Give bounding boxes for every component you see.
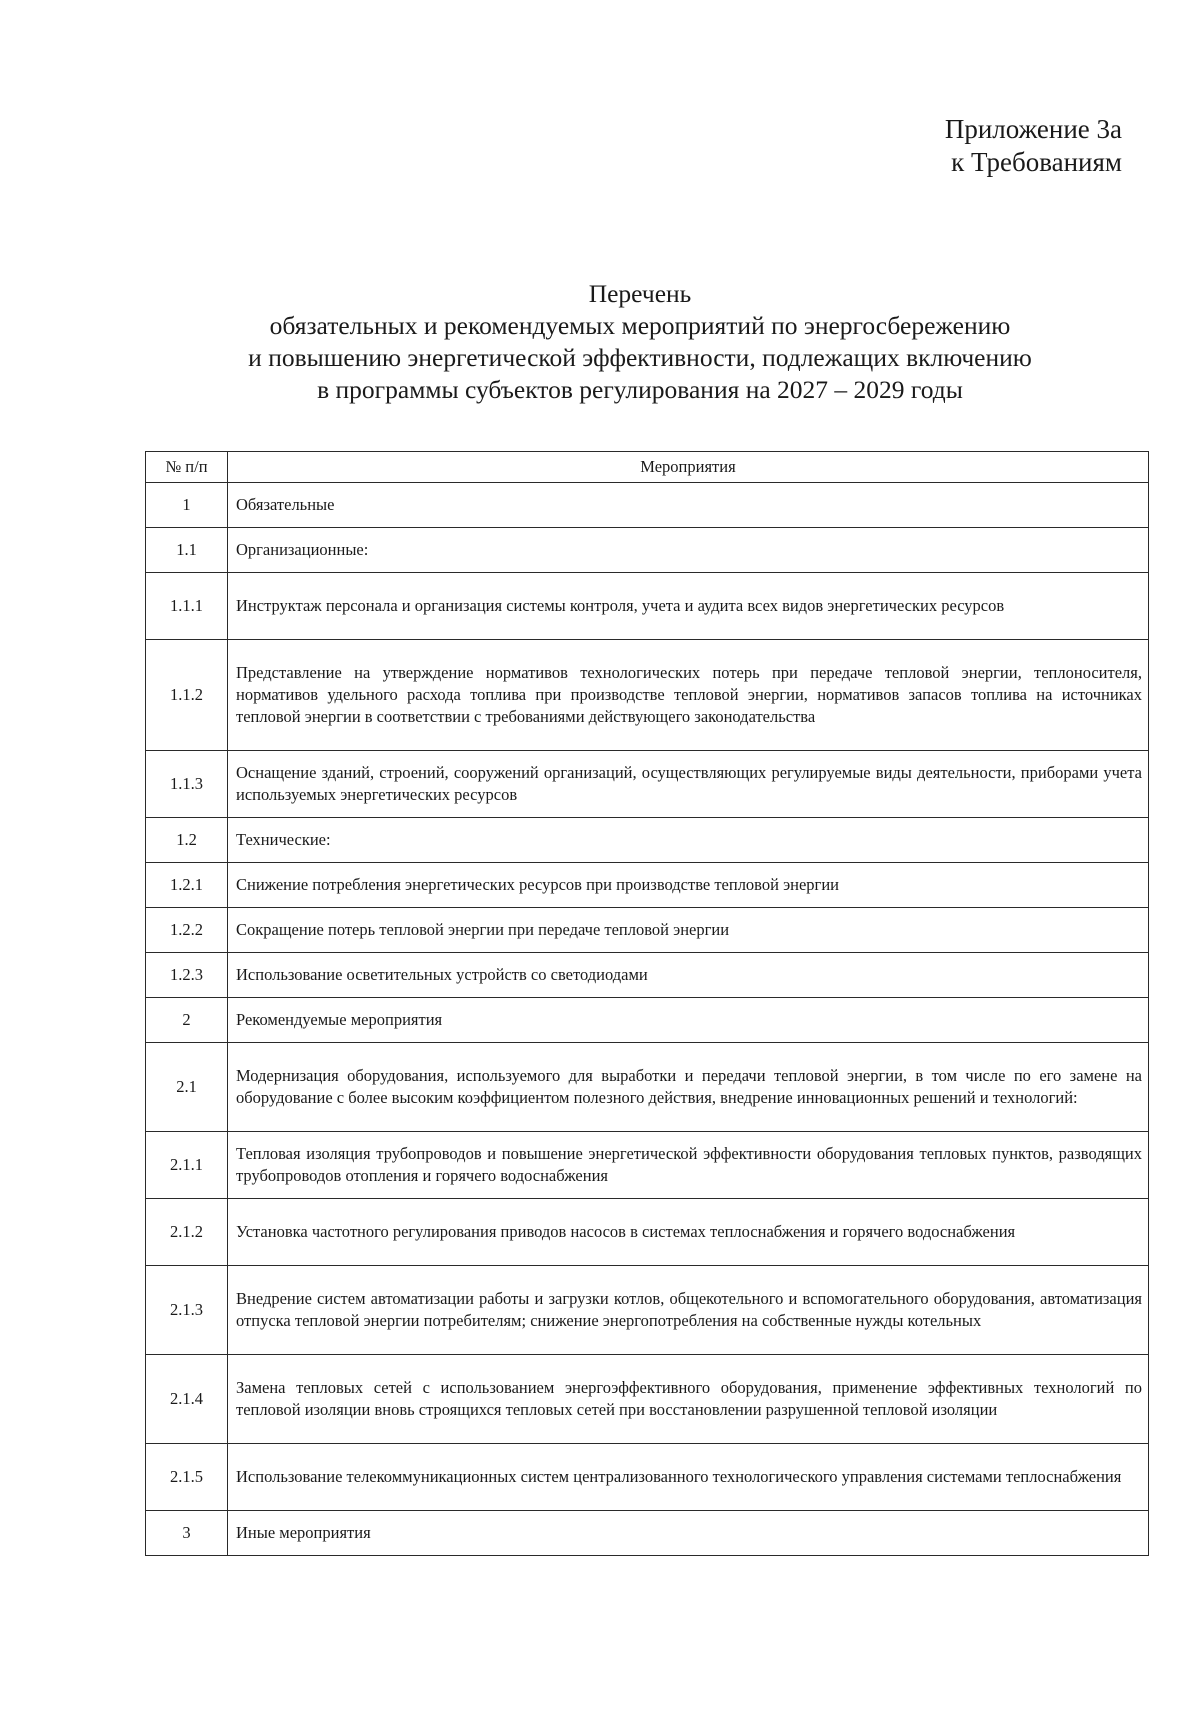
row-text: Организационные:	[228, 528, 1149, 573]
row-number: 1.2.3	[146, 953, 228, 998]
row-text: Оснащение зданий, строений, сооружений организаций, осуществляющих регулируемые виды деятельности, приборами учета используемых энергетических ресурсов	[228, 751, 1149, 818]
title-line-3: и повышению энергетической эффективности, подлежащих включению	[248, 343, 1032, 372]
title-line-1: Перечень	[588, 279, 692, 308]
appendix-line-1: Приложение 3а	[944, 114, 1122, 144]
document-title	[140, 278, 1140, 406]
row-number: 1.1.3	[146, 751, 228, 818]
header-number: № п/п	[146, 452, 228, 483]
table-row	[146, 1444, 1149, 1511]
table-row	[146, 483, 1149, 528]
row-number: 1.2.1	[146, 863, 228, 908]
row-number: 2.1.5	[146, 1444, 228, 1511]
row-text: Внедрение систем автоматизации работы и загрузки котлов, общекотельного и вспомогательного оборудования, автоматизация отпуска тепловой энергии потребителям; снижение энергопотребления на собственные нужды котельных	[228, 1266, 1149, 1355]
row-number: 1.1.2	[146, 640, 228, 751]
row-text: Использование телекоммуникационных систем централизованного технологического управления системами теплоснабжения	[228, 1444, 1149, 1511]
row-text: Технические:	[228, 818, 1149, 863]
table-row	[146, 640, 1149, 751]
row-number: 2	[146, 998, 228, 1043]
table-row	[146, 1511, 1149, 1556]
row-number: 1.2.2	[146, 908, 228, 953]
row-text: Тепловая изоляция трубопроводов и повышение энергетической эффективности оборудования тепловых пунктов, разводящих трубопроводов отопления и горячего водоснабжения	[228, 1132, 1149, 1199]
row-text: Рекомендуемые мероприятия	[228, 998, 1149, 1043]
row-text: Сокращение потерь тепловой энергии при передаче тепловой энергии	[228, 908, 1149, 953]
row-text: Снижение потребления энергетических ресурсов при производстве тепловой энергии	[228, 863, 1149, 908]
table-row	[146, 1355, 1149, 1444]
row-number: 3	[146, 1511, 228, 1556]
row-text: Обязательные	[228, 483, 1149, 528]
table-row	[146, 1266, 1149, 1355]
row-number: 1.2	[146, 818, 228, 863]
table-row	[146, 1199, 1149, 1266]
table-row	[146, 998, 1149, 1043]
measures-table	[145, 451, 1149, 1556]
row-number: 1	[146, 483, 228, 528]
row-number: 2.1.1	[146, 1132, 228, 1199]
row-number: 2.1.2	[146, 1199, 228, 1266]
table-row	[146, 1043, 1149, 1132]
table-header-row	[146, 452, 1149, 483]
title-line-4: в программы субъектов регулирования на 2027 – 2029 годы	[317, 375, 963, 404]
table-row	[146, 573, 1149, 640]
table-row	[146, 528, 1149, 573]
header-measures: Мероприятия	[228, 452, 1149, 483]
row-text: Модернизация оборудования, используемого для выработки и передачи тепловой энергии, в том числе по его замене на оборудование с более высоким коэффициентом полезного действия, внедрение инновационных решений и технологий:	[228, 1043, 1149, 1132]
table-row	[146, 863, 1149, 908]
appendix-reference	[945, 113, 1122, 179]
table-row	[146, 953, 1149, 998]
row-number: 2.1.4	[146, 1355, 228, 1444]
title-line-2: обязательных и рекомендуемых мероприятий по энергосбережению	[269, 311, 1011, 340]
row-text: Замена тепловых сетей с использованием энергоэффективного оборудования, применение эффективных технологий по тепловой изоляции вновь строящихся тепловых сетей при восстановлении разрушенной тепловой изоляции	[228, 1355, 1149, 1444]
row-number: 2.1	[146, 1043, 228, 1132]
row-number: 1.1.1	[146, 573, 228, 640]
row-text: Иные мероприятия	[228, 1511, 1149, 1556]
table-row	[146, 751, 1149, 818]
row-number: 1.1	[146, 528, 228, 573]
row-text: Установка частотного регулирования приводов насосов в системах теплоснабжения и горячего водоснабжения	[228, 1199, 1149, 1266]
table-row	[146, 1132, 1149, 1199]
row-number: 2.1.3	[146, 1266, 228, 1355]
appendix-line-2: к Требованиям	[951, 147, 1122, 177]
row-text: Инструктаж персонала и организация системы контроля, учета и аудита всех видов энергетических ресурсов	[228, 573, 1149, 640]
table-row	[146, 818, 1149, 863]
table-row	[146, 908, 1149, 953]
row-text: Представление на утверждение нормативов технологических потерь при передаче тепловой энергии, теплоносителя, нормативов удельного расхода топлива при производстве тепловой энергии, нормативов запасов топлива на источниках тепловой энергии в соответствии с требованиями действующего законодательства	[228, 640, 1149, 751]
row-text: Использование осветительных устройств со светодиодами	[228, 953, 1149, 998]
